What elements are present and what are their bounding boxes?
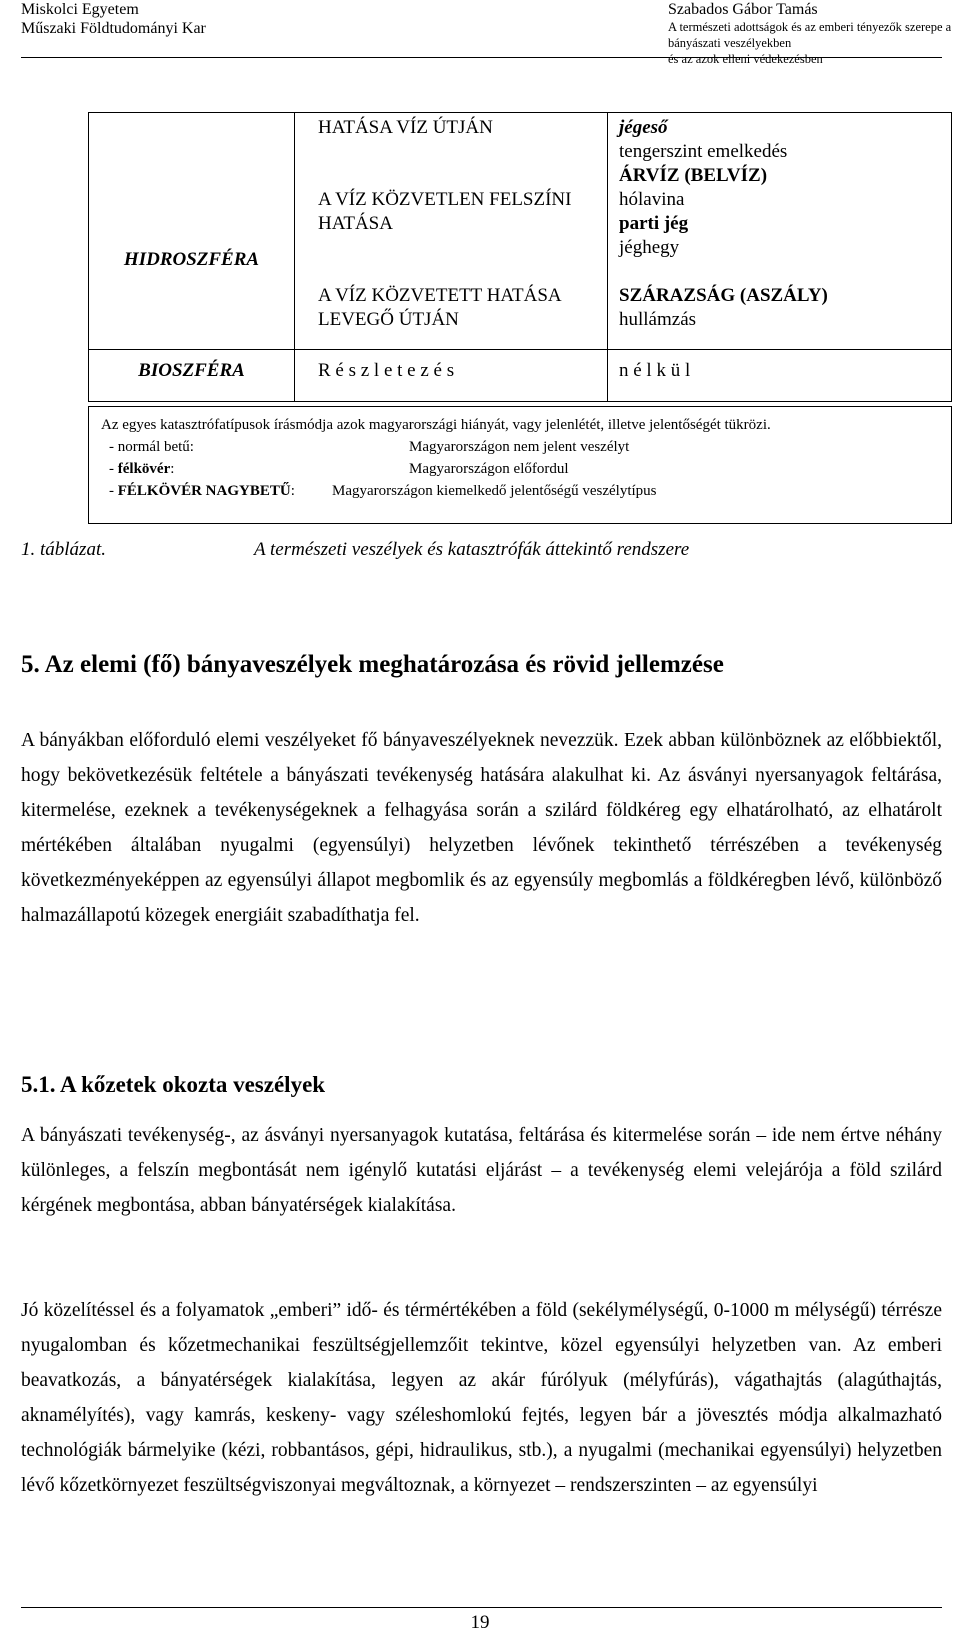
header-author: Szabados Gábor Tamás xyxy=(668,1,818,18)
bio-none: n é l k ü l xyxy=(619,360,691,381)
cause-indirect-air-line1: A VÍZ KÖZVETETT HATÁSA xyxy=(318,285,562,306)
table-column-divider-2 xyxy=(607,113,608,401)
legend-meaning-bold: Magyarországon előfordul xyxy=(409,461,569,477)
table-caption-title: A természeti veszélyek és katasztrófák áttekintő rendszere xyxy=(254,539,690,560)
legend-caps-label: FÉLKÖVÉR NAGYBETŰ xyxy=(117,483,291,499)
header-university: Miskolci Egyetem xyxy=(21,1,139,18)
cause-direct-surface xyxy=(318,188,571,236)
legend-meaning-normal: Magyarországon nem jelent veszélyt xyxy=(409,439,630,455)
hazard-list-air xyxy=(619,284,828,332)
legend-caps-prefix: - xyxy=(109,483,118,499)
legend-bold-label: félkövér xyxy=(117,461,171,477)
hazard-jeghegy: jéghegy xyxy=(619,237,680,258)
legend-bold-prefix: - xyxy=(109,461,118,477)
cause-water-path: HATÁSA VÍZ ÚTJÁN xyxy=(318,117,493,138)
hazard-list xyxy=(619,116,787,260)
legend-box xyxy=(88,406,952,524)
section-5-paragraph: A bányákban előforduló elemi veszélyeket fő bányaveszélyeknek nevezzük. Ezek abban különböznek az előbbiektől, hogy bekövetkezésük feltétele a bányászati tevékenység hatására alakulhat ki. Az ásványi nyersanyagok feltárása, kitermelése, ezeknek a tevékenységeknek a felhagyása során a szilárd földkéreg egy elhatárolható, az elhatárolt mértékében általában nyugalmi (egyensúlyi) helyzetben lévőnek tekinthető térrészében a tevékenység következményeképpen az egyensúlyi állapot megbomlik és az egyensúly megbomlás a földkéregben lévő, különböző halmazállapotú közegek energiáit szabadíthatja fel. xyxy=(21,730,942,926)
table-caption-number: 1. táblázat. xyxy=(21,539,106,560)
bio-detail: R é s z l e t e z é s xyxy=(318,360,455,381)
section-5-1-paragraph-1: A bányászati tevékenység-, az ásványi nyersanyagok kutatása, feltárása és kitermelése során – ide nem értve néhány különleges, a felszín megbontását nem igénylő kutatási eljárást – a tevékenység elemi velejárója a föld szilárd kérgének megbontása, abban bányatérségek kialakítása. xyxy=(21,1125,942,1216)
cause-indirect-air-line2: LEVEGŐ ÚTJÁN xyxy=(318,309,459,330)
section-5-1-heading: 5.1. A kőzetek okozta veszélyek xyxy=(21,1072,326,1097)
legend-intro: Az egyes katasztrófatípusok írásmódja azok magyarországi hiányát, vagy jelenlétét, illetve jelentőségét tükrözi. xyxy=(101,417,771,433)
header-thesis-title-1: A természeti adottságok és az emberi tényezők szerepe a bányászati veszélyekben xyxy=(668,20,952,50)
legend-caps-suffix: : xyxy=(290,483,295,499)
header-divider xyxy=(21,57,942,58)
hazard-tengerszint: tengerszint emelkedés xyxy=(619,141,788,162)
hazard-arviz: ÁRVÍZ (BELVÍZ) xyxy=(619,165,768,186)
section-5-heading: 5. Az elemi (fő) bányaveszélyek meghatározása és rövid jellemzése xyxy=(21,651,724,678)
footer-divider xyxy=(21,1607,942,1608)
legend-bold-suffix: : xyxy=(170,461,175,477)
hazard-hullamzas: hullámzás xyxy=(619,309,697,330)
hazard-holavina: hólavina xyxy=(619,189,685,210)
legend-meaning-bold-caps: Magyarországon kiemelkedő jelentőségű veszélytípus xyxy=(332,483,657,499)
header-faculty: Műszaki Földtudományi Kar xyxy=(21,20,206,37)
hazard-szarazsag: SZÁRAZSÁG (ASZÁLY) xyxy=(619,285,828,306)
sphere-label-bioszfera: BIOSZFÉRA xyxy=(138,360,245,381)
page-number: 19 xyxy=(470,1612,490,1633)
cause-indirect-air xyxy=(318,284,562,332)
legend-style-bold-caps xyxy=(109,481,295,501)
header-thesis-title-2: és az azok elleni védekezésben xyxy=(668,52,823,66)
section-5-1-paragraph-2: Jó közelítéssel és a folyamatok „emberi” idő- és térmértékében a föld (sekélymélységű, 0-1000 m mélységű) térrésze nyugalomban és kőzetmechanikai feszültségjellemzőit tekintve, közel egyensúlyi helyzetben van. Az emberi beavatkozás, a bányatérségek kialakítása, legyen az akár fúrólyuk (mélyfúrás), vágathajtás (alagúthajtás, aknamélyítés), vagy kamrás, keskeny- vagy széleshomlokú fejtés, legyen bár a jövesztés módja alkalmazható technológiák bármelyike (kézi, robbantásos, gépi, hidraulikus, stb.), a nyugalmi (mechanikai egyensúlyi) helyzetben lévő kőzetkörnyezet feszültségviszonyai megváltoznak, a környezet – rendszerszinten – az egyensúlyi xyxy=(21,1300,942,1496)
table-row-divider xyxy=(89,349,951,350)
page-header xyxy=(0,0,960,66)
legend-style-normal: - normál betű: xyxy=(109,439,194,455)
header-institution xyxy=(21,0,206,38)
legend-style-bold xyxy=(109,459,174,479)
hazard-table xyxy=(88,112,952,402)
sphere-label-hidroszfera: HIDROSZFÉRA xyxy=(123,249,260,270)
hazard-jegeso: jégeső xyxy=(619,117,668,138)
cause-direct-surface-line1: A VÍZ KÖZVETLEN FELSZÍNI xyxy=(318,189,572,210)
cause-direct-surface-line2: HATÁSA xyxy=(318,213,393,234)
table-column-divider-1 xyxy=(294,113,295,401)
hazard-parti-jeg: parti jég xyxy=(619,213,689,234)
